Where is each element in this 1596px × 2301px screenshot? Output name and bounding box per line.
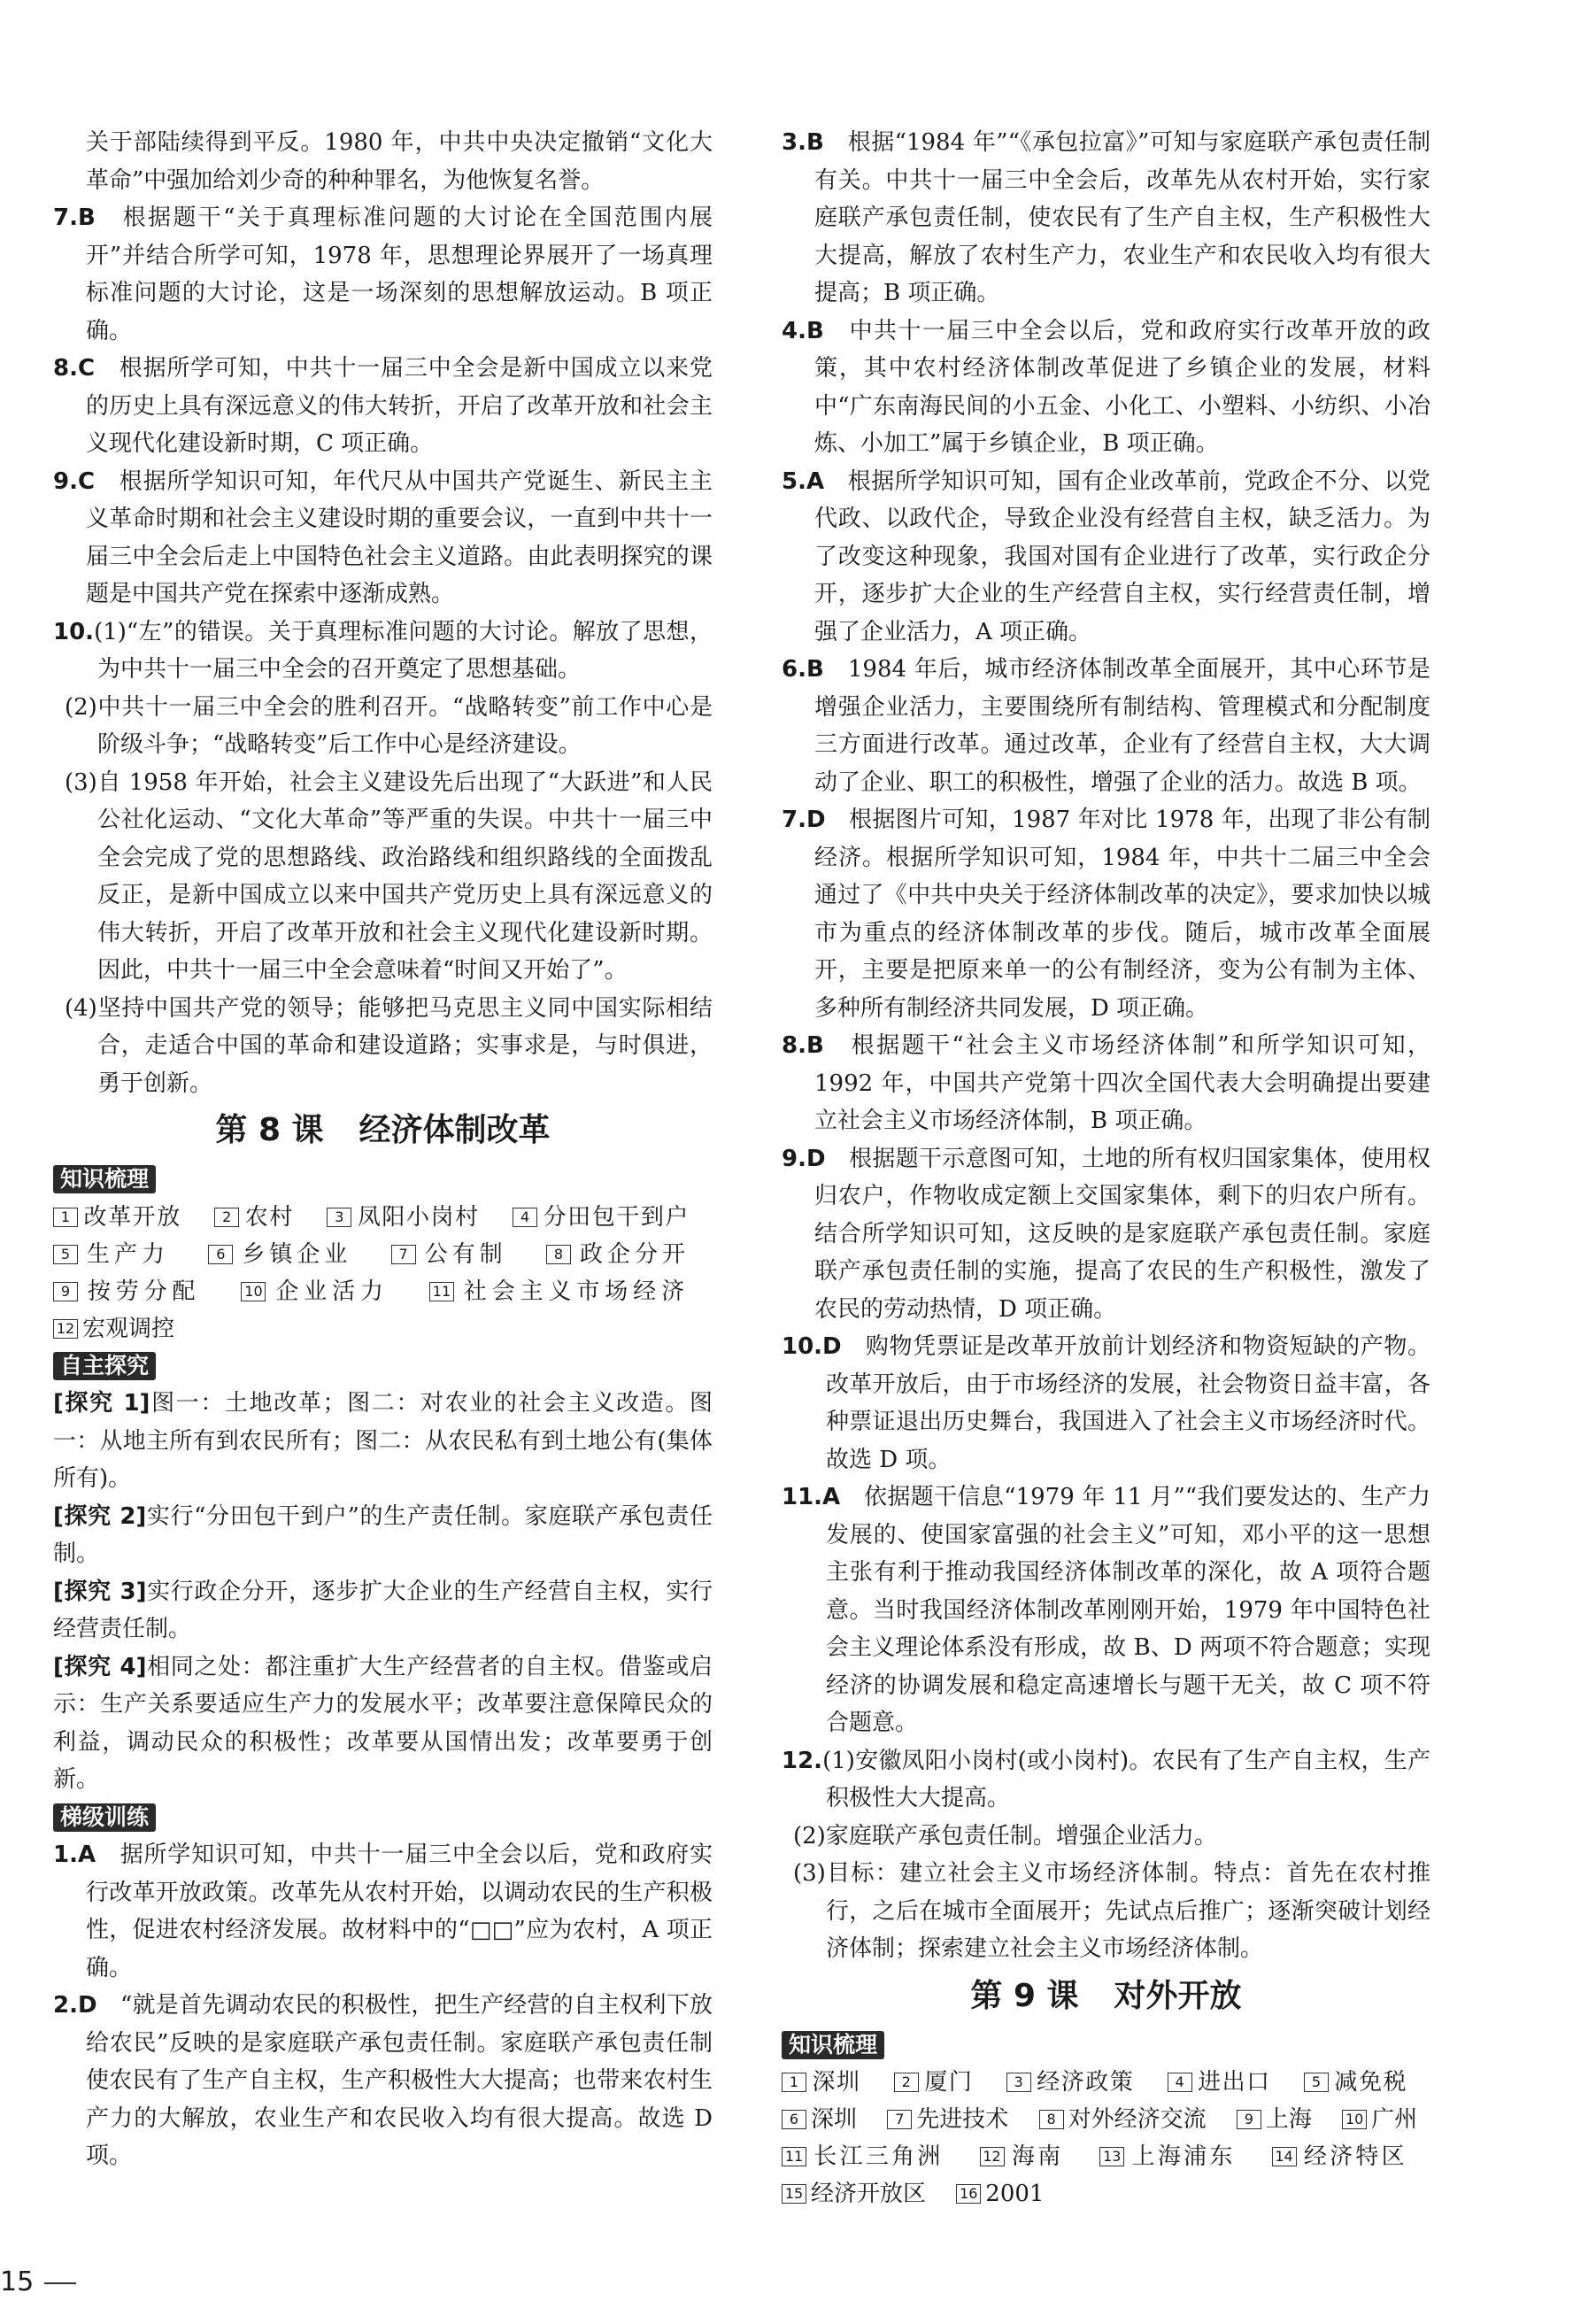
- knowledge-term: 改革开放: [82, 1203, 181, 1231]
- knowledge-item: [214, 1204, 294, 1231]
- knowledge-item: [782, 2143, 944, 2170]
- footer-rule: [44, 2282, 76, 2284]
- knowledge-term: 按劳分配: [82, 1278, 201, 1305]
- answer-text: “就是首先调动农民的积极性，把生产经营的自主权利下放给农民”反映的是家庭联产承包责任制。家庭联产承包责任制使农民有了生产自主权，生产积极性大大提高；也带来农村生产力的大解放，农业生产和农民收入均有很大提高。故选 D 项。: [86, 1992, 713, 2169]
- blank-number-box: 14: [1272, 2147, 1297, 2166]
- blank-number-box: 3: [327, 1208, 351, 1227]
- knowledge-item: [782, 2069, 861, 2096]
- blank-number-box: 8: [546, 1245, 571, 1264]
- knowledge-term: 深圳: [811, 2106, 858, 2133]
- blank-number-box: 12: [53, 1319, 78, 1339]
- answer-number: 1.A: [53, 1842, 96, 1868]
- lesson-8-title: [53, 1113, 713, 1148]
- section-explore-tag: 自主探究: [53, 1352, 156, 1380]
- blank-number-box: 2: [214, 1208, 239, 1227]
- blank-number-box: 1: [53, 1208, 78, 1227]
- answer-3: [782, 124, 1430, 313]
- answer-number: 4.B: [782, 317, 824, 344]
- answer-9: [782, 1140, 1430, 1329]
- answer-10-part1: [53, 614, 713, 689]
- answer-12-part1: [782, 1742, 1430, 1818]
- knowledge-term: 对外经济交流: [1068, 2106, 1207, 2133]
- blank-number-box: 1: [782, 2073, 806, 2092]
- answer-text: 根据题干示意图可知，土地的所有权归国家集体，使用权归农户，作物收成定额上交国家集体，剩下的归农户所有。结合所学知识可知，这反映的是家庭联产承包责任制。家庭联产承包责任制的实施，提高了农民的生产积极性，激发了农民的劳动热情，D 项正确。: [814, 1145, 1430, 1323]
- answer-number: 9.C: [53, 467, 96, 495]
- blank-number-box: 4: [1168, 2073, 1192, 2092]
- blank-number-box: 13: [1099, 2147, 1124, 2166]
- explore-2: [53, 1498, 713, 1573]
- page-number: 15: [0, 2266, 35, 2297]
- knowledge-term: 分田包干到户: [542, 1203, 690, 1231]
- lesson-name: 经济体制改革: [359, 1112, 551, 1148]
- section-knowledge-tag: 知识梳理: [53, 1165, 156, 1193]
- answer-12-part3: (3)目标：建立社会主义市场经济体制。特点：首先在农村推行，之后在城市全面展开；先试点后推广；逐渐突破计划经济体制；探索建立社会主义市场经济体制。: [793, 1860, 1430, 1962]
- answer-6: [782, 651, 1430, 801]
- answer-7: [53, 199, 713, 350]
- knowledge-term: 经济政策: [1035, 2069, 1135, 2096]
- knowledge-term: 凤阳小岗村: [356, 1203, 480, 1231]
- knowledge-item: [53, 1241, 169, 1268]
- right-column: [782, 124, 1430, 2212]
- explore-tag: [探究 2]: [53, 1502, 147, 1530]
- answer-text: 根据“1984 年”“《承包拉富》”可知与家庭联产承包责任制有关。中共十一届三中全会后，改革先从农村开始，实行家庭联产承包责任制，使农民有了生产自主权，生产积极性大大提高，解放了农村生产力，农业生产和农民收入均有很大提高；B 项正确。: [814, 129, 1430, 306]
- knowledge-item: [1237, 2106, 1312, 2133]
- knowledge-item: [53, 1204, 181, 1231]
- knowledge-item: [1039, 2106, 1207, 2133]
- knowledge-term: 经济开放区: [811, 2181, 927, 2207]
- answer-text: 根据所学知识可知，国有企业改革前，党政企不分、以党代政、以政代企，导致企业没有经营自主权，缺乏活力。为了改变这种现象，我国对国有企业进行了改革，实行政企分开，逐步扩大企业的生产经营自主权，实行经营责任制，增强了企业活力，A 项正确。: [814, 467, 1430, 645]
- blank-number-box: 6: [782, 2110, 806, 2129]
- answer-text: 根据题干“关于真理标准问题的大讨论在全国范围内展开”并结合所学可知，1978 年，思想理论界展开了一场真理标准问题的大讨论，这是一场深刻的思想解放运动。B 项正确。: [86, 205, 713, 344]
- knowledge-term: 生产力: [82, 1240, 170, 1268]
- blank-number-box: 2: [894, 2073, 919, 2092]
- answer-text: 根据所学可知，中共十一届三中全会是新中国成立以来党的历史上具有深远意义的伟大转折，开启了改革开放和社会主义现代化建设新时期，C 项正确。: [86, 355, 713, 457]
- knowledge-term: 企业活力: [270, 1278, 389, 1305]
- blank-number-box: 9: [53, 1282, 78, 1301]
- explore-text: 图一：土地改革；图二：对农业的社会主义改造。图一：从地主所有到农民所有；图二：从农民私有到土地公有(集体所有)。: [53, 1390, 713, 1492]
- knowledge-item: [391, 1241, 507, 1268]
- page-footer: [0, 2266, 76, 2297]
- section-ladder-tag: 梯级训练: [53, 1803, 156, 1832]
- knowledge-term: 公有制: [420, 1240, 507, 1268]
- answer-number: 10.D: [782, 1333, 842, 1360]
- answer-number: 5.A: [782, 467, 825, 495]
- knowledge-item: [429, 1278, 690, 1305]
- blank-number-box: 11: [429, 1282, 454, 1301]
- knowledge-item: [1168, 2069, 1271, 2096]
- knowledge-item: [980, 2143, 1064, 2170]
- knowledge-item: [782, 2106, 857, 2133]
- answer-4: [782, 313, 1430, 463]
- answer-text: 中共十一届三中全会以后，党和政府实行改革开放的政策，其中农村经济体制改革促进了乡镇企业的发展，材料中“广东南海民间的小五金、小化工、小塑料、小纺织、小冶炼、小加工”属于乡镇企业，B 项正确。: [814, 317, 1430, 457]
- knowledge-term: 宏观调控: [82, 1315, 175, 1342]
- knowledge-item: [887, 2106, 1008, 2133]
- knowledge-term: 上海: [1265, 2106, 1312, 2133]
- answer-text: 根据题干“社会主义市场经济体制”和所学知识可知，1992 年，中国共产党第十四次全国代表大会明确提出要建立社会主义市场经济体制，B 项正确。: [814, 1032, 1430, 1134]
- knowledge-list: [782, 2064, 1430, 2212]
- blank-number-box: 9: [1237, 2110, 1261, 2129]
- blank-number-box: 11: [782, 2147, 806, 2166]
- answer-11: [782, 1479, 1430, 1742]
- knowledge-item: [894, 2069, 974, 2096]
- blank-number-box: 15: [782, 2184, 806, 2204]
- knowledge-item: [1006, 2069, 1135, 2096]
- knowledge-item: [782, 2181, 926, 2207]
- lesson-number: 第 8 课: [215, 1112, 324, 1148]
- explore-text: 实行“分田包干到户”的生产责任制。家庭联产承包责任制。: [53, 1502, 713, 1567]
- section-knowledge-tag: 知识梳理: [782, 2031, 884, 2059]
- answer-number: 2.D: [53, 1992, 97, 2019]
- blank-number-box: 6: [208, 1245, 233, 1264]
- explore-3: [53, 1573, 713, 1649]
- explore-tag: [探究 1]: [53, 1390, 150, 1417]
- knowledge-item: [546, 1241, 690, 1268]
- knowledge-term: 乡镇企业: [237, 1240, 352, 1268]
- blank-number-box: 7: [887, 2110, 912, 2129]
- blank-number-box: 7: [391, 1245, 416, 1264]
- explore-4: [53, 1649, 713, 1799]
- knowledge-item: [241, 1278, 388, 1305]
- answer-5: [782, 463, 1430, 652]
- answer-number: 11.A: [782, 1484, 841, 1510]
- answer-number: 3.B: [782, 129, 824, 156]
- answer-7: [782, 801, 1430, 1027]
- explore-1: [53, 1385, 713, 1498]
- blank-number-box: 5: [1304, 2073, 1329, 2092]
- answer-9: [53, 463, 713, 614]
- blank-number-box: 10: [241, 1282, 266, 1301]
- blank-number-box: 12: [980, 2147, 1005, 2166]
- ladder-answer-1: [53, 1836, 713, 1987]
- explore-text: 实行政企分开，逐步扩大企业的生产经营自主权，实行经营责任制。: [53, 1578, 713, 1642]
- answer-text: (1)安徽凤阳小岗村(或小岗村)。农民有了生产自主权，生产积极性大大提高。: [822, 1747, 1430, 1811]
- knowledge-term: 2001: [985, 2181, 1045, 2207]
- blank-number-box: 3: [1006, 2073, 1031, 2092]
- blank-number-box: 5: [53, 1245, 78, 1264]
- knowledge-term: 减免税: [1332, 2069, 1407, 2096]
- answer-text: 根据图片可知，1987 年对比 1978 年，出现了非公有制经济。根据所学知识可知，1984 年，中共十二届三中全会通过了《中共中央关于经济体制改革的决定》，要求加快以城市为重点的经济体制改革的步伐。随后，城市改革全面展开，主要是把原来单一的公有制经济，变为公有制为主体、多种所有制经济共同发展，D 项正确。: [814, 807, 1430, 1022]
- knowledge-list: [53, 1199, 713, 1347]
- knowledge-term: 农村: [243, 1203, 294, 1231]
- answer-number: 6.B: [782, 656, 824, 683]
- knowledge-term: 长江三角洲: [811, 2143, 944, 2170]
- blank-number-box: 4: [513, 1208, 537, 1227]
- knowledge-term: 上海浦东: [1129, 2143, 1236, 2170]
- answer-10-part3: (3)自 1958 年开始，社会主义建设先后出现了“大跃进”和人民公社化运动、“文化大革命”等严重的失误。中共十一届三中全会完成了党的思想路线、政治路线和组织路线的全面拨乱反正，是新中国成立以来中国共产党历史上具有深远意义的伟大转折，开启了改革开放和社会主义现代化建设新时期。因此，中共十一届三中全会意味着“时间又开始了”。: [65, 768, 713, 984]
- knowledge-term: 广州: [1371, 2106, 1418, 2133]
- answer-12-part2: (2)家庭联产承包责任制。增强企业活力。: [793, 1822, 1217, 1849]
- knowledge-item: [956, 2181, 1044, 2207]
- answer-8: [782, 1027, 1430, 1140]
- answer-text: 购物凭票证是改革开放前计划经济和物资短缺的产物。改革开放后，由于市场经济的发展，社会物资日益丰富，各种票证退出历史舞台，我国进入了社会主义市场经济时代。故选 D 项。: [826, 1333, 1430, 1473]
- knowledge-item: [1272, 2143, 1407, 2170]
- answer-number: 7.B: [53, 205, 96, 231]
- knowledge-item: [1099, 2143, 1235, 2170]
- answer-8: [53, 350, 713, 463]
- knowledge-term: 进出口: [1196, 2069, 1271, 2096]
- lesson-9-title: [782, 1979, 1430, 2014]
- continuation-text: 关于部陆续得到平反。1980 年，中共中央决定撤销“文化大革命”中强加给刘少奇的种种罪名，为他恢复名誉。: [86, 129, 713, 194]
- blank-number-box: 8: [1039, 2110, 1064, 2129]
- answer-10-part4: (4)坚持中国共产党的领导；能够把马克思主义同中国实际相结合，走适合中国的革命和建设道路；实事求是，与时俱进，勇于创新。: [65, 994, 713, 1097]
- knowledge-term: 厦门: [922, 2069, 974, 2096]
- blank-number-box: 16: [956, 2184, 981, 2204]
- knowledge-item: [327, 1204, 479, 1231]
- answer-number: 10.: [53, 618, 95, 645]
- answer-10: [782, 1328, 1430, 1479]
- lesson-name: 对外开放: [1114, 1977, 1242, 2014]
- knowledge-item: [513, 1204, 690, 1231]
- answer-text: 依据题干信息“1979 年 11 月”“我们要发达的、生产力发展的、使国家富强的社会主义”可知，邓小平的这一思想主张有利于推动我国经济体制改革的深化，故 A 项符合题意。当时我国经济体制改革刚刚开始，1979 年中国特色社会主义理论体系没有形成，故 B、D 两项不符合题意；实现经济的协调发展和稳定高速增长与题干无关，故 C 项不符合题意。: [826, 1484, 1430, 1736]
- explore-tag: [探究 4]: [53, 1653, 147, 1680]
- answer-text: 根据所学知识可知，年代尺从中国共产党诞生、新民主主义革命时期和社会主义建设时期的重要会议，一直到中共十一届三中全会后走上中国特色社会主义道路。由此表明探究的课题是中国共产党在探索中逐渐成熟。: [86, 467, 713, 607]
- knowledge-term: 经济特区: [1300, 2143, 1407, 2170]
- knowledge-term: 社会主义市场经济: [458, 1278, 690, 1305]
- knowledge-term: 深圳: [811, 2069, 861, 2096]
- blank-number-box: 10: [1342, 2110, 1367, 2129]
- knowledge-term: 海南: [1008, 2143, 1064, 2170]
- answer-number: 7.D: [782, 807, 826, 833]
- answer-text: 据所学知识可知，中共十一届三中全会以后，党和政府实行改革开放政策。改革先从农村开始，以调动农民的生产积极性，促进农村经济发展。故材料中的“□□”应为农村，A 项正确。: [86, 1842, 713, 1981]
- knowledge-item: [1342, 2106, 1417, 2133]
- knowledge-item: [53, 1278, 200, 1305]
- knowledge-term: 政企分开: [574, 1240, 690, 1268]
- answer-text: 1984 年后，城市经济体制改革全面展开，其中心环节是增强企业活力，主要围绕所有制结构、管理模式和分配制度三方面进行改革。通过改革，企业有了经营自主权，大大调动了企业、职工的积极性，增强了企业的活力。故选 B 项。: [814, 656, 1430, 796]
- explore-tag: [探究 3]: [53, 1578, 147, 1605]
- answer-text: (1)“左”的错误。关于真理标准问题的大讨论。解放了思想，为中共十一届三中全会的召开奠定了思想基础。: [94, 618, 713, 683]
- knowledge-term: 先进技术: [916, 2106, 1009, 2133]
- lesson-number: 第 9 课: [970, 1977, 1079, 2014]
- answer-10-part2: (2)中共十一届三中全会的胜利召开。“战略转变”前工作中心是阶级斗争；“战略转变”后工作中心是经济建设。: [65, 693, 713, 758]
- left-column: [53, 124, 713, 2175]
- knowledge-item: [208, 1241, 351, 1268]
- knowledge-item: [1304, 2069, 1407, 2096]
- explore-text: 相同之处：都注重扩大生产经营者的自主权。借鉴或启示：生产关系要适应生产力的发展水平；改革要注意保障民众的利益，调动民众的积极性；改革要从国情出发；改革要勇于创新。: [53, 1653, 713, 1793]
- knowledge-item: [53, 1316, 174, 1342]
- answer-number: 12.: [782, 1747, 823, 1774]
- answer-number: 9.D: [782, 1145, 826, 1172]
- answer-number: 8.B: [782, 1032, 824, 1059]
- answer-number: 8.C: [53, 355, 96, 382]
- ladder-answer-2: [53, 1987, 713, 2175]
